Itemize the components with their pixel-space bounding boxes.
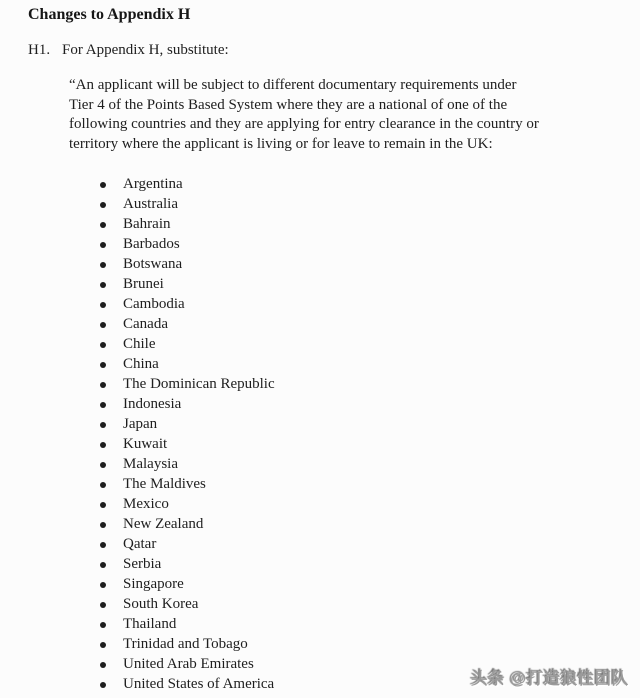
list-item [100, 174, 275, 194]
bullet-icon [100, 582, 106, 588]
list-item [100, 214, 275, 234]
list-item [100, 334, 275, 354]
country-name: Singapore [123, 576, 184, 592]
bullet-icon [100, 382, 106, 388]
country-list [100, 174, 275, 694]
list-item [100, 574, 275, 594]
country-name: Argentina [123, 176, 183, 192]
country-name: The Dominican Republic [123, 376, 275, 392]
list-item [100, 654, 275, 674]
intro-paragraph [69, 76, 594, 154]
paragraph-line: “An applicant will be subject to different documentary requirements under [69, 77, 517, 93]
list-item [100, 474, 275, 494]
country-name: China [123, 356, 159, 372]
country-name: Australia [123, 196, 178, 212]
list-item [100, 534, 275, 554]
list-item [100, 614, 275, 634]
country-name: Thailand [123, 616, 177, 632]
bullet-icon [100, 342, 106, 348]
country-name: Qatar [123, 536, 157, 552]
country-name: Chile [123, 336, 156, 352]
country-name: Cambodia [123, 296, 185, 312]
country-name: Kuwait [123, 436, 168, 452]
country-name: Japan [123, 416, 158, 432]
bullet-icon [100, 642, 106, 648]
bullet-icon [100, 482, 106, 488]
list-item [100, 674, 275, 694]
bullet-icon [100, 322, 106, 328]
country-name: Bahrain [123, 216, 171, 232]
list-item [100, 634, 275, 654]
watermark: 头条 @打造狼性团队 [471, 670, 629, 688]
bullet-icon [100, 542, 106, 548]
paragraph-line: Tier 4 of the Points Based System where they are a national of one of the [69, 96, 508, 113]
list-item [100, 434, 275, 454]
country-name: United States of America [123, 676, 275, 692]
list-item [100, 594, 275, 614]
country-name: South Korea [123, 596, 199, 612]
country-name: Indonesia [123, 396, 182, 412]
bullet-icon [100, 202, 106, 208]
list-item [100, 314, 275, 334]
list-item [100, 234, 275, 254]
list-item [100, 394, 275, 414]
clause-text: For Appendix H, substitute: [62, 42, 229, 58]
bullet-icon [100, 422, 106, 428]
list-item [100, 294, 275, 314]
list-item [100, 414, 275, 434]
bullet-icon [100, 522, 106, 528]
country-name: Malaysia [123, 456, 178, 472]
bullet-icon [100, 602, 106, 608]
bullet-icon [100, 502, 106, 508]
bullet-icon [100, 222, 106, 228]
list-item [100, 374, 275, 394]
bullet-icon [100, 622, 106, 628]
bullet-icon [100, 302, 106, 308]
bullet-icon [100, 182, 106, 188]
list-item [100, 354, 275, 374]
country-name: Serbia [123, 556, 162, 572]
list-item [100, 554, 275, 574]
paragraph-line: territory where the applicant is living or for leave to remain in the UK: [69, 135, 493, 152]
bullet-icon [100, 402, 106, 408]
list-item [100, 494, 275, 514]
bullet-icon [100, 682, 106, 688]
paragraph-line: following countries and they are applying for entry clearance in the country or [69, 116, 539, 133]
clause-number: H1. [28, 42, 51, 58]
country-name: Trinidad and Tobago [123, 636, 248, 652]
country-name: Barbados [123, 236, 180, 252]
country-name: Botswana [123, 256, 183, 272]
list-item [100, 254, 275, 274]
country-name: Canada [123, 316, 168, 332]
bullet-icon [100, 362, 106, 368]
section-heading: Changes to Appendix H [28, 6, 191, 23]
bullet-icon [100, 462, 106, 468]
clause-h1 [28, 41, 229, 60]
list-item [100, 194, 275, 214]
country-name: Mexico [123, 496, 169, 512]
list-item [100, 454, 275, 474]
bullet-icon [100, 442, 106, 448]
bullet-icon [100, 282, 106, 288]
bullet-icon [100, 262, 106, 268]
country-name: New Zealand [123, 516, 204, 532]
list-item [100, 274, 275, 294]
bullet-icon [100, 242, 106, 248]
list-item [100, 514, 275, 534]
country-name: Brunei [123, 276, 164, 292]
bullet-icon [100, 562, 106, 568]
country-name: United Arab Emirates [123, 656, 254, 672]
bullet-icon [100, 662, 106, 668]
country-name: The Maldives [123, 476, 206, 492]
